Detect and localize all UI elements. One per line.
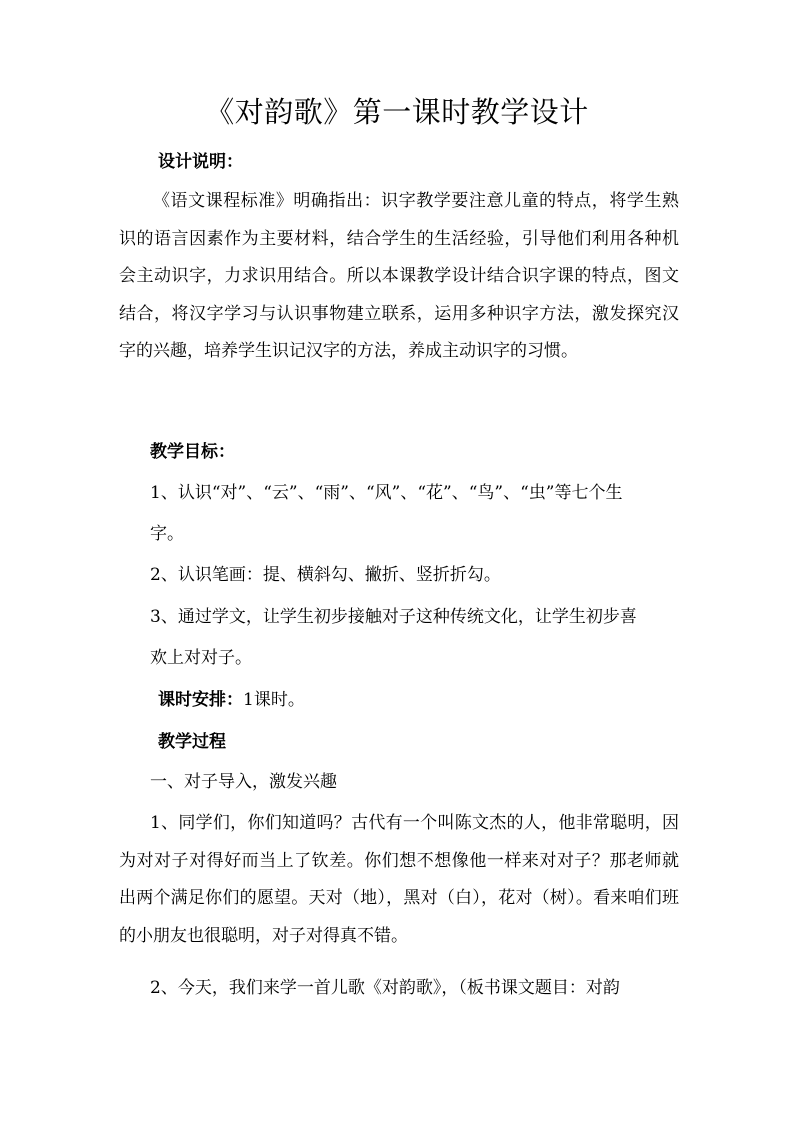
document-title: 《对韵歌》第一课时教学设计 <box>205 95 589 129</box>
objective-3-line-1: 3、通过学文，让学生初步接触对子这种传统文化，让学生初步喜 <box>150 607 637 627</box>
objective-2: 2、认识笔画：提、横斜勾、撇折、竖折折勾。 <box>150 565 501 585</box>
schedule-value: 1课时。 <box>243 690 305 710</box>
objective-1-line-1: 1、认识“对”、“云”、“雨”、“风”、“花”、“鸟”、“虫”等七个生 <box>150 483 623 503</box>
process-step-1-paragraph: 1、同学们，你们知道吗？古代有一个叫陈文杰的人，他非常聪明，因为对对子对得好而当上了钦差。你们想不想像他一样来对对子？那老师就出两个满足你们的愿望。天对（地），黑对（白），花对（树）。看来咱们班的小朋友也很聪明，对子对得真不错。 <box>119 813 679 946</box>
objectives-heading: 教学目标： <box>150 442 235 462</box>
process-step-1-heading: 一、对子导入，激发兴趣 <box>150 772 337 792</box>
objective-1-line-2: 字。 <box>150 524 184 544</box>
schedule-line <box>158 688 305 712</box>
process-step-2-line: 2、今天，我们来学一首儿歌《对韵歌》，（板书课文题目：对韵 <box>150 978 620 998</box>
design-note-heading: 设计说明： <box>158 152 243 172</box>
schedule-label: 课时安排： <box>158 690 243 710</box>
design-note-paragraph: 《语文课程标准》明确指出：识字教学要注意儿童的特点，将学生熟识的语言因素作为主要材料，结合学生的生活经验，引导他们利用各种机会主动识字，力求识用结合。所以本课教学设计结合识字课的特点，图文结合，将汉字学习与认识事物建立联系，运用多种识字方法，激发探究汉字的兴趣，培养学生识记汉字的方法，养成主动识字的习惯。 <box>119 191 679 362</box>
process-heading: 教学过程 <box>158 732 226 752</box>
objective-3-line-2: 欢上对对子。 <box>150 648 252 668</box>
